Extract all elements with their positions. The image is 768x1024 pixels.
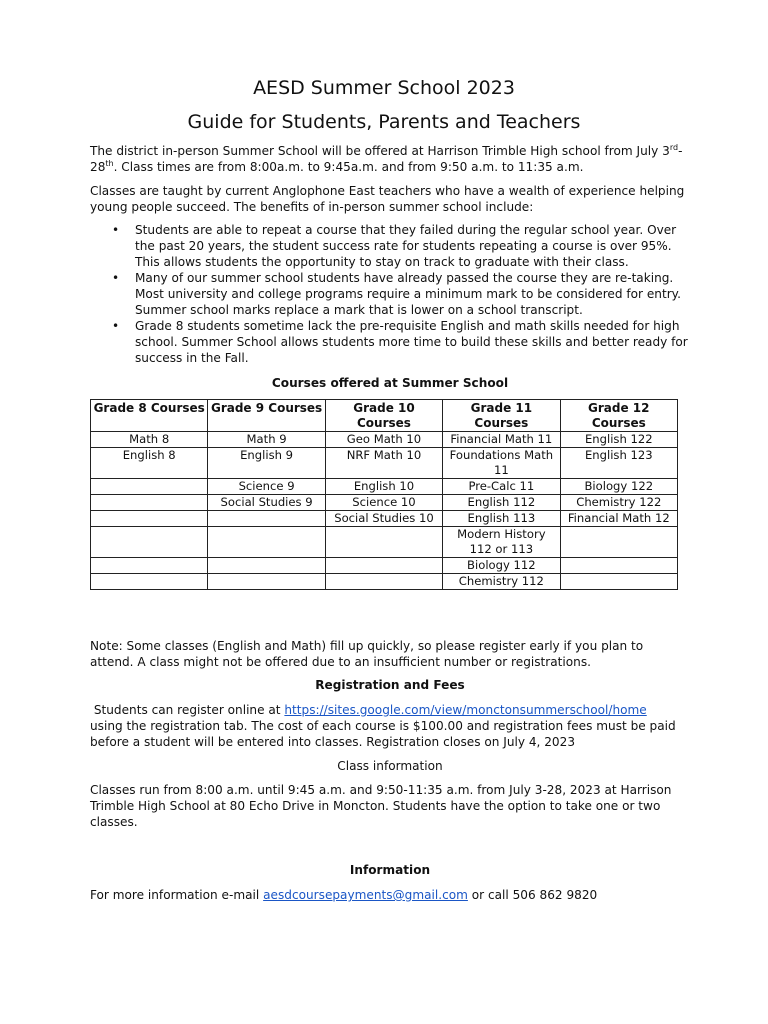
table-cell [560,558,677,574]
table-cell: Chemistry 112 [443,574,560,590]
table-cell: English 10 [325,479,442,495]
table-cell [560,574,677,590]
information-paragraph [90,887,690,903]
header-grade-8: Grade 8 Courses [91,400,208,432]
intro-sup-th: th [105,158,114,168]
table-cell [91,479,208,495]
intro-paragraph-dates [90,143,690,175]
table-cell: English 9 [208,448,325,479]
table-row [91,527,678,558]
table-cell: Science 9 [208,479,325,495]
information-heading: Information [349,863,431,877]
table-cell: Math 9 [208,432,325,448]
intro-text-part1: The district in-person Summer School will be offered at Harrison Trimble High school from July 3 [90,144,670,158]
table-cell: English 8 [91,448,208,479]
registration-lead: Students can register online at [90,703,285,717]
table-cell [91,495,208,511]
table-cell: English 123 [560,448,677,479]
intro-paragraph-benefits: Classes are taught by current Anglophone East teachers who have a wealth of experience helping young people succeed. The benefits of in-person summer school include: [90,184,685,214]
table-cell: Science 10 [325,495,442,511]
table-cell: Financial Math 11 [443,432,560,448]
intro-sup-rd: rd [669,142,679,152]
table-cell: Foundations Math 11 [443,448,560,479]
table-row [91,511,678,527]
registration-note: Note: Some classes (English and Math) fill up quickly, so please register early if you plan to attend. A class might not be offered due to an insufficient number or registrations. [90,639,644,669]
table-cell [208,574,325,590]
table-cell [208,527,325,558]
table-cell: Modern History 112 or 113 [443,527,560,558]
class-info-heading: Class information [337,759,443,773]
table-cell [208,558,325,574]
benefits-list [90,222,690,366]
list-item [90,222,690,270]
table-cell [91,511,208,527]
table-cell: English 112 [443,495,560,511]
registration-paragraph [90,702,690,750]
header-grade-12: Grade 12 Courses [560,400,677,432]
table-cell [325,558,442,574]
list-item [90,318,690,366]
header-grade-9: Grade 9 Courses [208,400,325,432]
table-cell [91,574,208,590]
courses-table [90,399,678,590]
table-cell: Pre-Calc 11 [443,479,560,495]
table-cell: Social Studies 9 [208,495,325,511]
table-row [91,495,678,511]
bullet-text: Many of our summer school students have already passed the course they are re-taking. Most university and college programs require a minimum mark to be considered for entry. Summer school marks replace a mark that is lower on a school transcript. [135,271,681,317]
table-cell [208,511,325,527]
document-subtitle: Guide for Students, Parents and Teachers [187,111,581,133]
document-title: AESD Summer School 2023 [253,77,515,99]
table-cell [91,527,208,558]
table-row [91,574,678,590]
table-cell [325,527,442,558]
list-item [90,270,690,318]
table-cell [325,574,442,590]
bullet-icon: • [112,319,120,333]
bullet-icon: • [112,271,120,285]
table-cell: NRF Math 10 [325,448,442,479]
table-cell: Math 8 [91,432,208,448]
table-cell: English 113 [443,511,560,527]
intro-text-part3: . Class times are from 8:00a.m. to 9:45a.m. and from 9:50 a.m. to 11:35 a.m. [113,160,584,174]
table-cell: Geo Math 10 [325,432,442,448]
table-cell: Financial Math 12 [560,511,677,527]
table-row [91,432,678,448]
registration-link[interactable]: https://sites.google.com/view/monctonsummerschool/home [284,703,647,717]
intro-text-part2: -28 [90,144,683,174]
courses-heading: Courses offered at Summer School [271,376,509,390]
table-cell: Social Studies 10 [325,511,442,527]
table-cell: English 122 [560,432,677,448]
bullet-text: Students are able to repeat a course that they failed during the regular school year. Over the past 20 years, the student success rate for students repeating a course is over 95%. This allows students the opportunity to stay on track to graduate with their class. [135,223,677,269]
registration-text: using the registration tab. The cost of each course is $100.00 and registration fees must be paid before a student will be entered into classes. Registration closes on July 4, 2023 [90,719,676,749]
table-cell: Biology 112 [443,558,560,574]
table-cell [91,558,208,574]
table-cell: Chemistry 122 [560,495,677,511]
bullet-icon: • [112,223,120,237]
bullet-text: Grade 8 students sometime lack the pre-requisite English and math skills needed for high school. Summer School allows students more time to build these skills and better ready for success in the Fall. [135,319,688,365]
table-row [91,558,678,574]
information-phone: or call 506 862 9820 [467,888,598,902]
table-header-row [91,400,678,432]
table-row [91,479,678,495]
registration-heading: Registration and Fees [315,678,465,692]
information-lead: For more information e-mail [90,888,264,902]
class-info-paragraph: Classes run from 8:00 a.m. until 9:45 a.m. and 9:50-11:35 a.m. from July 3-28, 2023 at Harrison Trimble High School at 80 Echo Drive in Moncton. Students have the option to take one or two classes. [90,783,672,829]
header-grade-10: Grade 10 Courses [325,400,442,432]
table-row [91,448,678,479]
contact-email-link[interactable]: aesdcoursepayments@gmail.com [263,888,468,902]
table-cell [560,527,677,558]
table-cell: Biology 122 [560,479,677,495]
header-grade-11: Grade 11 Courses [443,400,560,432]
